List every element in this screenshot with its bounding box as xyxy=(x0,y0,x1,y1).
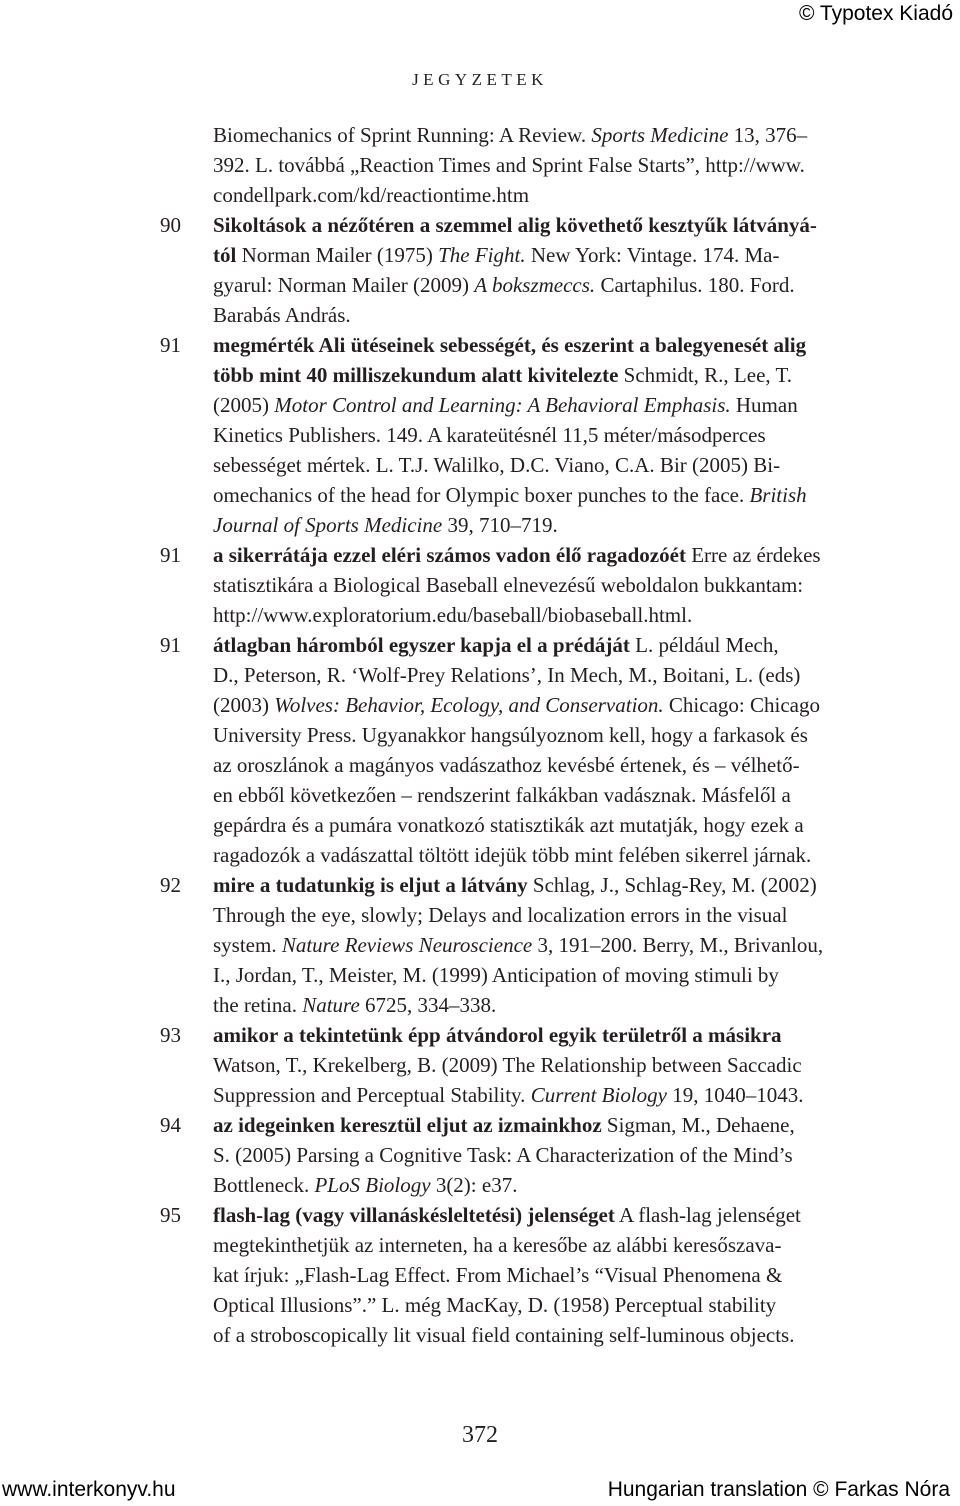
note-segment: az oroszlánok a magányos vadászathoz kevésbé értenek, és – vélhető- xyxy=(213,753,800,777)
note-segment: 3(2): e37. xyxy=(430,1173,518,1197)
note-line xyxy=(213,870,880,900)
note-line xyxy=(213,1320,880,1350)
note-number: 94 xyxy=(160,1113,181,1137)
note-segment: Schlag, J., Schlag-Rey, M. (2002) xyxy=(527,873,817,897)
note-segment: megtekinthetjük az interneten, ha a keresőbe az alábbi keresőszava- xyxy=(213,1233,782,1257)
note-line xyxy=(213,1230,880,1260)
note-line xyxy=(213,390,880,420)
note-entry xyxy=(0,1020,960,1110)
note-segment: en ebből következően – rendszerint falkákban vadásznak. Másfelől a xyxy=(213,783,791,807)
page-number: 372 xyxy=(462,1422,498,1448)
note-segment: New York: Vintage. 174. Ma- xyxy=(525,243,780,267)
note-segment: gepárdra és a pumára vonatkozó statisztikák azt mutatják, hogy ezek a xyxy=(213,813,804,837)
note-number: 91 xyxy=(160,333,181,357)
note-text xyxy=(213,120,880,210)
note-title-italic: Current Biology xyxy=(530,1083,667,1107)
note-number: 91 xyxy=(160,633,181,657)
note-text xyxy=(213,1200,880,1350)
note-text xyxy=(213,330,880,540)
note-segment: sebességet mértek. L. T.J. Walilko, D.C. Viano, C.A. Bir (2005) Bi- xyxy=(213,453,781,477)
note-line xyxy=(213,990,880,1020)
note-entry xyxy=(0,330,960,540)
note-line xyxy=(213,690,880,720)
note-line xyxy=(213,570,880,600)
note-line xyxy=(213,810,880,840)
note-lemma: tól xyxy=(213,243,237,267)
note-lemma: mire a tudatunkig is eljut a látvány xyxy=(213,873,528,897)
note-line xyxy=(213,120,880,150)
note-line xyxy=(213,1200,880,1230)
note-line xyxy=(213,1020,880,1050)
note-line xyxy=(213,1260,880,1290)
notes-list xyxy=(0,120,960,1350)
note-segment: S. (2005) Parsing a Cognitive Task: A Characterization of the Mind’s xyxy=(213,1143,793,1167)
note-segment: Norman Mailer (1975) xyxy=(236,243,439,267)
note-entry xyxy=(0,120,960,210)
note-number: 93 xyxy=(160,1023,181,1047)
note-line xyxy=(213,420,880,450)
note-line xyxy=(213,1110,880,1140)
note-segment: Bottleneck. xyxy=(213,1173,315,1197)
note-line xyxy=(213,750,880,780)
note-line xyxy=(213,210,880,240)
note-segment: 3, 191–200. Berry, M., Brivanlou, xyxy=(532,933,824,957)
note-line xyxy=(213,270,880,300)
note-segment: condellpark.com/kd/reactiontime.htm xyxy=(213,183,530,207)
note-segment: A flash-lag jelenséget xyxy=(614,1203,801,1227)
note-number: 92 xyxy=(160,873,181,897)
note-line xyxy=(213,720,880,750)
note-title-italic: Motor Control and Learning: A Behavioral Emphasis. xyxy=(274,393,731,417)
note-segment: Optical Illusions”.” L. még MacKay, D. (1958) Perceptual stability xyxy=(213,1293,777,1317)
note-line xyxy=(213,150,880,180)
note-segment: Suppression and Perceptual Stability. xyxy=(213,1083,531,1107)
note-title-italic: A bokszmeccs. xyxy=(474,273,596,297)
note-text xyxy=(213,540,880,630)
note-title-italic: Sports Medicine xyxy=(591,123,729,147)
note-number: 90 xyxy=(160,213,181,237)
note-segment: Cartaphilus. 180. Ford. xyxy=(595,273,795,297)
note-line xyxy=(213,1080,880,1110)
note-entry xyxy=(0,630,960,870)
note-text xyxy=(213,870,880,1020)
note-segment: kat írjuk: „Flash-Lag Effect. From Michael’s “Visual Phenomena & xyxy=(213,1263,783,1287)
note-segment: L. például Mech, xyxy=(629,633,779,657)
note-title-italic: Nature xyxy=(302,993,360,1017)
note-line xyxy=(213,450,880,480)
note-segment: the retina. xyxy=(213,993,303,1017)
note-line xyxy=(213,1290,880,1320)
note-line xyxy=(213,510,880,540)
note-segment: Barabás András. xyxy=(213,303,351,327)
copyright-publisher: © Typotex Kiadó xyxy=(798,2,953,25)
note-line xyxy=(213,930,880,960)
note-title-italic: Wolves: Behavior, Ecology, and Conservation. xyxy=(274,693,664,717)
note-segment: University Press. Ugyanakkor hangsúlyoznom kell, hogy a farkasok és xyxy=(213,723,808,747)
note-line xyxy=(213,780,880,810)
note-entry xyxy=(0,210,960,330)
note-line xyxy=(213,1170,880,1200)
note-segment: gyarul: Norman Mailer (2009) xyxy=(213,273,475,297)
note-line xyxy=(213,300,880,330)
note-segment: 13, 376– xyxy=(728,123,808,147)
note-entry xyxy=(0,540,960,630)
note-entry xyxy=(0,870,960,1020)
note-line xyxy=(213,630,880,660)
note-segment: Sigman, M., Dehaene, xyxy=(601,1113,795,1137)
note-lemma: megmérték Ali ütéseinek sebességét, és eszerint a balegyenesét alig xyxy=(213,333,807,357)
note-segment: Watson, T., Krekelberg, B. (2009) The Relationship between Saccadic xyxy=(213,1053,802,1077)
note-text xyxy=(213,630,880,870)
note-lemma: Sikoltások a nézőtéren a szemmel alig követhető kesztyűk látványá- xyxy=(213,213,817,237)
note-segment: ragadozók a vadászattal töltött idejük több mint felében sikerrel járnak. xyxy=(213,843,812,867)
note-line xyxy=(213,960,880,990)
note-lemma: amikor a tekintetünk épp átvándorol egyik területről a másikra xyxy=(213,1023,782,1047)
note-segment: Kinetics Publishers. 149. A karateütésnél 11,5 méter/másodperces xyxy=(213,423,766,447)
note-segment: Chicago: Chicago xyxy=(663,693,820,717)
note-segment: Human xyxy=(730,393,798,417)
note-title-italic: PLoS Biology xyxy=(314,1173,431,1197)
note-entry xyxy=(0,1200,960,1350)
note-line xyxy=(213,540,880,570)
note-number: 91 xyxy=(160,543,181,567)
note-title-italic: Journal of Sports Medicine xyxy=(213,513,443,537)
note-segment: Erre az érdekes xyxy=(685,543,821,567)
note-line xyxy=(213,360,880,390)
note-segment: Schmidt, R., Lee, T. xyxy=(618,363,793,387)
note-lemma: átlagban háromból egyszer kapja el a prédáját xyxy=(213,633,630,657)
note-segment: (2003) xyxy=(213,693,275,717)
note-segment: I., Jordan, T., Meister, M. (1999) Anticipation of moving stimuli by xyxy=(213,963,779,987)
note-segment: 19, 1040–1043. xyxy=(666,1083,804,1107)
translation-credit: Hungarian translation © Farkas Nóra xyxy=(607,1478,950,1501)
website-link[interactable]: www.interkonyv.hu xyxy=(2,1478,176,1501)
note-segment: omechanics of the head for Olympic boxer punches to the face. xyxy=(213,483,750,507)
note-line xyxy=(213,330,880,360)
note-line xyxy=(213,660,880,690)
note-line xyxy=(213,900,880,930)
note-lemma: több mint 40 milliszekundum alatt kivitelezte xyxy=(213,363,619,387)
note-segment: statisztikára a Biological Baseball elnevezésű weboldalon bukkantam: xyxy=(213,573,804,597)
note-segment: 6725, 334–338. xyxy=(359,993,497,1017)
note-text xyxy=(213,1110,880,1200)
note-segment: of a stroboscopically lit visual field containing self-luminous objects. xyxy=(213,1323,795,1347)
note-title-italic: Nature Reviews Neuroscience xyxy=(281,933,533,957)
note-line xyxy=(213,840,880,870)
note-line xyxy=(213,180,880,210)
note-segment: 392. L. továbbá „Reaction Times and Sprint False Starts”, http://www. xyxy=(213,153,805,177)
note-line xyxy=(213,480,880,510)
note-line xyxy=(213,1140,880,1170)
note-segment: http://www.exploratorium.edu/baseball/biobaseball.html. xyxy=(213,603,693,627)
note-lemma: az idegeinken keresztül eljut az izmainkhoz xyxy=(213,1113,602,1137)
note-entry xyxy=(0,1110,960,1200)
note-line xyxy=(213,240,880,270)
note-lemma: flash-lag (vagy villanáskésleltetési) jelenséget xyxy=(213,1203,615,1227)
note-segment: D., Peterson, R. ‘Wolf-Prey Relations’, In Mech, M., Boitani, L. (eds) xyxy=(213,663,801,687)
note-text xyxy=(213,210,880,330)
note-lemma: a sikerrátája ezzel eléri számos vadon élő ragadozóét xyxy=(213,543,686,567)
note-segment: system. xyxy=(213,933,282,957)
note-segment: Through the eye, slowly; Delays and localization errors in the visual xyxy=(213,903,788,927)
note-text xyxy=(213,1020,880,1110)
note-title-italic: The Fight. xyxy=(438,243,526,267)
note-number: 95 xyxy=(160,1203,181,1227)
note-line xyxy=(213,1050,880,1080)
running-head: JEGYZETEK xyxy=(412,70,548,89)
note-title-italic: British xyxy=(749,483,807,507)
note-segment: 39, 710–719. xyxy=(442,513,558,537)
note-line xyxy=(213,600,880,630)
note-segment: Biomechanics of Sprint Running: A Review. xyxy=(213,123,592,147)
note-segment: (2005) xyxy=(213,393,275,417)
